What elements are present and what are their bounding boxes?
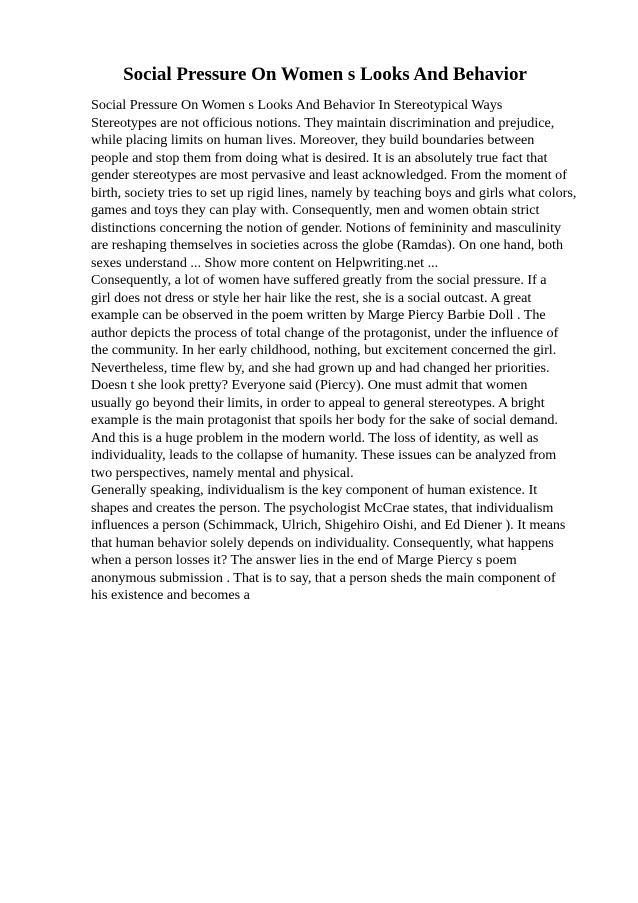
- text-line: two perspectives, namely mental and physical.: [91, 464, 354, 481]
- paragraph-3: [91, 482, 611, 605]
- text-line: And this is a huge problem in the modern world. The loss of identity, as well as: [91, 429, 539, 446]
- text-line: author depicts the process of total change of the protagonist, under the influence of: [91, 324, 559, 341]
- text-line: individuality, leads to the collapse of humanity. These issues can be analyzed from: [91, 447, 557, 463]
- text-line: Doesn t she look pretty? Everyone said (Piercy). One must admit that women: [91, 377, 528, 393]
- text-line: Nevertheless, time flew by, and she had grown up and had changed her priorities.: [91, 359, 550, 376]
- text-line: his existence and becomes a: [91, 587, 250, 603]
- text-line: example is the main protagonist that spoils her body for the sake of social demand.: [91, 412, 558, 428]
- text-line: shapes and creates the person. The psychologist McCrae states, that individualism: [91, 499, 554, 516]
- text-line: girl does not dress or style her hair like the rest, she is a social outcast. A great: [91, 289, 532, 306]
- text-line: usually go beyond their limits, in order to appeal to general stereotypes. A bright: [91, 394, 545, 411]
- text-line: example can be observed in the poem written by Marge Piercy Barbie Doll . The: [91, 307, 546, 323]
- text-line: the community. In her early childhood, nothing, but excitement concerned the girl.: [91, 342, 557, 358]
- text-line: influences a person (Schimmack, Ulrich, Shigehiro Oishi, and Ed Diener ). It means: [91, 517, 566, 533]
- text-line: Stereotypes are not officious notions. They maintain discrimination and prejudice,: [91, 114, 555, 131]
- text-line: birth, society tries to set up rigid lines, namely by teaching boys and girls what colors,: [91, 184, 577, 201]
- text-line: while placing limits on human lives. Moreover, they build boundaries between: [91, 132, 535, 148]
- text-line: that human behavior solely depends on individuality. Consequently, what happens: [91, 534, 554, 551]
- text-line: distinctions concerning the notion of gender. Notions of femininity and masculinity: [91, 219, 562, 236]
- text-line: Social Pressure On Women s Looks And Behavior In Stereotypical Ways: [91, 97, 503, 113]
- text-line: Generally speaking, individualism is the key component of human existence. It: [91, 482, 538, 498]
- document-title: Social Pressure On Women s Looks And Behavior: [123, 64, 527, 85]
- text-line: Consequently, a lot of women have suffered greatly from the social pressure. If a: [91, 272, 547, 288]
- text-line: games and toys they can play with. Consequently, men and women obtain strict: [91, 202, 540, 218]
- paragraph-2: [91, 272, 611, 482]
- text-line: gender stereotypes are most pervasive and least acknowledged. From the moment of: [91, 167, 567, 183]
- paragraph-1: [91, 97, 611, 272]
- text-line: people and stop them from doing what is desired. It is an absolutely true fact that: [91, 149, 548, 166]
- text-line: anonymous submission . That is to say, that a person sheds the main component of: [91, 569, 556, 586]
- document-body: [91, 97, 611, 605]
- text-line: sexes understand ... Show more content on Helpwriting.net ...: [91, 254, 439, 271]
- text-line: are reshaping themselves in societies across the globe (Ramdas). On one hand, both: [91, 237, 564, 253]
- text-line: when a person losses it? The answer lies in the end of Marge Piercy s poem: [91, 552, 517, 568]
